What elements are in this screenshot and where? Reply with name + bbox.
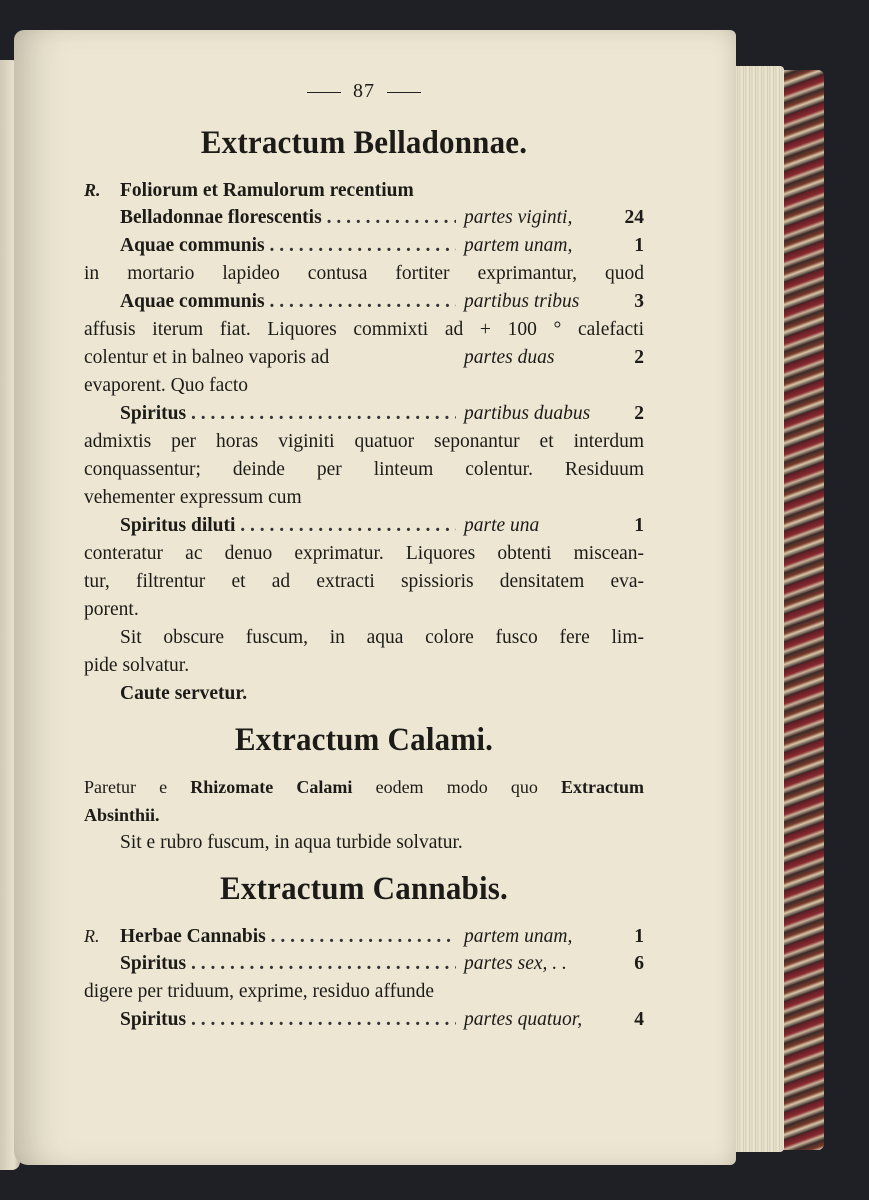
text-line: pide solvatur. <box>84 655 190 676</box>
page-content <box>84 80 644 1034</box>
text-line: vehementer expressum cum <box>84 487 302 508</box>
ingredient-row: Aquae communis . . . partem unam, 1 <box>84 232 644 260</box>
ingredient-row: Spiritus . . . partes sex, . . 6 <box>84 950 644 978</box>
text-line: Paretur e Rhizomate Calami eodem modo quo Extractum <box>84 777 645 797</box>
text-line: in mortario lapideo contusa fortiter exprimantur, quod <box>84 263 644 284</box>
text-line: conquassentur; deinde per linteum colentur. Residuum <box>84 459 644 480</box>
book-page <box>14 30 736 1165</box>
recipe-symbol: R. <box>84 180 101 200</box>
text-line: affusis iterum fiat. Liquores commixti ad + 100 ° calefacti <box>84 319 644 340</box>
text-line: Caute servetur. <box>120 683 248 704</box>
section-title-calami: Extractum Calami. <box>234 722 494 758</box>
section-title-belladonnae: Extractum Belladonnae. <box>200 125 528 161</box>
ingredient-row: R. Herbae Cannabis . . . partem unam, 1 <box>84 922 644 950</box>
ingredient-row: Spiritus . . . partes quatuor, 4 <box>84 1006 644 1034</box>
text-line: Sit obscure fuscum, in aqua colore fusco fere lim- <box>120 627 644 648</box>
page-number: 87 <box>84 80 644 103</box>
text-line: admixtis per horas viginiti quatuor seponantur et interdum <box>84 431 644 452</box>
text-line: digere per triduum, exprime, residuo affunde <box>84 981 434 1002</box>
ingredient-row: Spiritus . . . partibus duabus 2 <box>84 400 644 428</box>
text-line: tur, filtrentur et ad extracti spissioris densitatem eva- <box>84 571 644 592</box>
recipe-line: R. Foliorum et Ramulorum recentium <box>84 176 644 204</box>
text-line: Sit e rubro fuscum, in aqua turbide solvatur. <box>120 832 463 853</box>
text-line: Absinthii. <box>84 805 160 825</box>
text-line: conteratur ac denuo exprimatur. Liquores obtenti miscean- <box>84 543 644 564</box>
text-line: porent. <box>84 599 139 620</box>
ingredient-row: Belladonnae florescentis . . . partes viginti, 24 <box>84 204 644 232</box>
section-title-cannabis: Extractum Cannabis. <box>220 871 508 907</box>
text-line: colentur et in balneo vaporis ad partes duas 2 <box>84 347 644 368</box>
recipe-symbol: R. <box>84 926 100 946</box>
ingredient-row: Aquae communis . . . partibus tribus 3 <box>84 288 644 316</box>
ingredient-row: Spiritus diluti . . . parte una 1 <box>84 512 644 540</box>
text-line: evaporent. Quo facto <box>84 375 249 396</box>
